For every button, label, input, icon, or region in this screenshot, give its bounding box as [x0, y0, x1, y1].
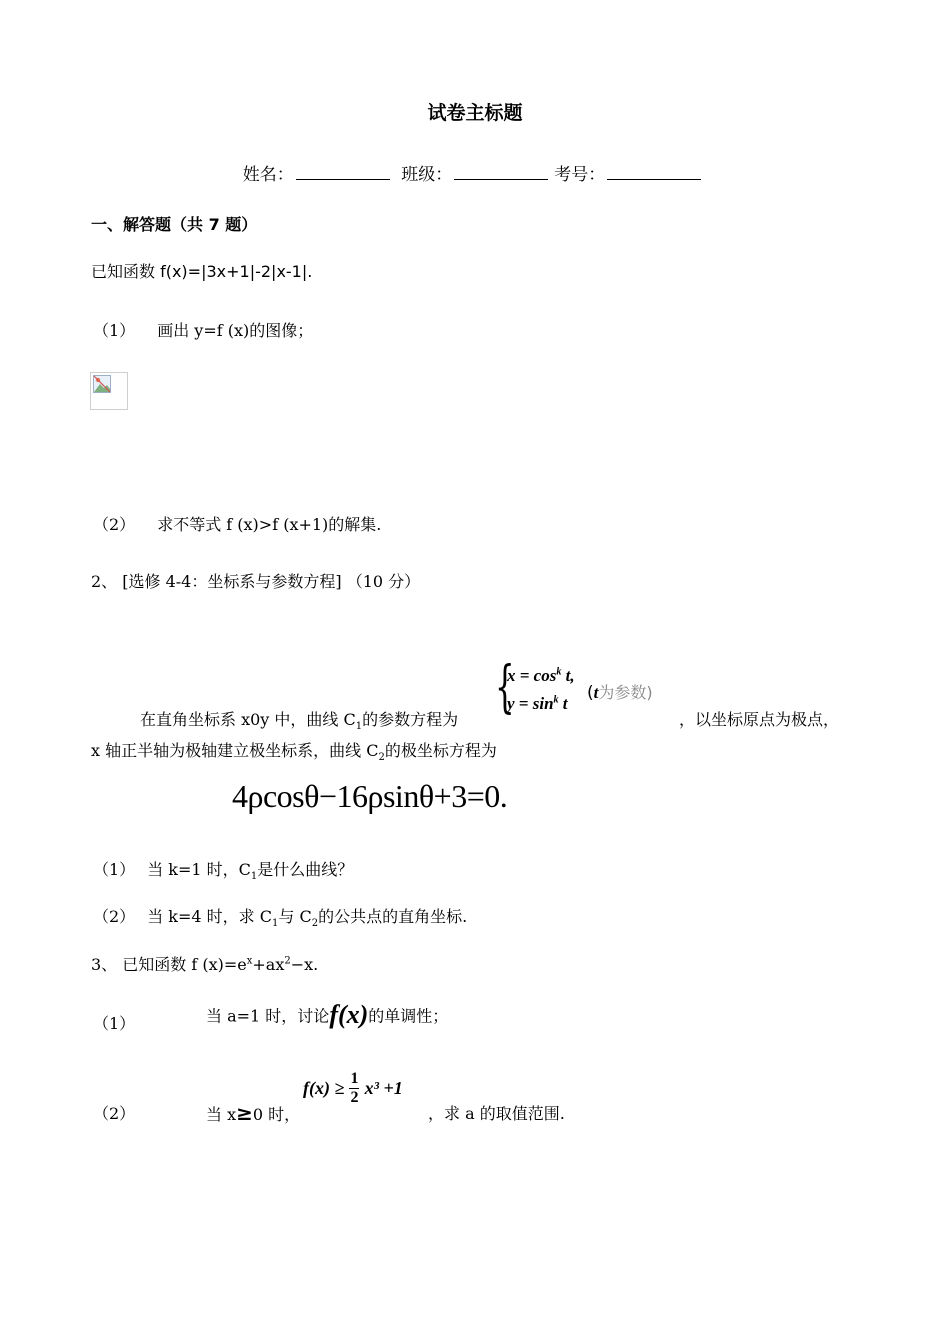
q1-part1-num: （1）	[93, 321, 136, 340]
q1-part1-text: 画出 y=f (x)的图像；	[157, 321, 314, 340]
left-brace: {	[495, 655, 515, 720]
exam-no-label: 考号：	[554, 165, 606, 185]
q2-intro-post: ，以坐标原点为极点，	[679, 710, 840, 729]
name-label: 姓名：	[242, 165, 294, 185]
q3-stem: 3、 已知函数 f $(x)=e^x+ax^2-x$.	[91, 955, 319, 974]
fraction-one-half: $\frac{1}{2}$	[350, 1070, 359, 1106]
q3-part1-num: （1）	[93, 1014, 136, 1033]
q1-part1	[93, 318, 313, 341]
parameter-note: (t为参数)	[587, 683, 653, 703]
q1-part2	[93, 512, 381, 535]
q1-part2-text: 求不等式 f (x)>f (x+1)的解集.	[157, 515, 382, 534]
polar-equation: 4ρcosθ−16ρsinθ+3=0.	[232, 778, 508, 814]
q3-part2-pre: 当 x≥0 时，	[206, 1101, 301, 1125]
parametric-equation-system	[495, 655, 675, 722]
exam-no-blank	[607, 165, 701, 180]
class-label: 班级：	[401, 165, 453, 185]
inequality-expression: f(x) ≥ $\frac{1}{2}$ x³ +1	[303, 1070, 403, 1106]
broken-image-icon	[90, 372, 128, 410]
section-heading: 一、解答题（共 7 题）	[91, 215, 258, 234]
image-placeholder-icon	[93, 375, 111, 393]
q1-stem: 已知函数 f(x)=|3x+1|-2|x-1|.	[91, 262, 313, 281]
q1-part2-num: （2）	[93, 515, 136, 534]
name-blank	[296, 165, 390, 180]
q2-header: 2、 [选修 4-4：坐标系与参数方程] （10 分）	[91, 572, 421, 591]
q3-part1: 当 a=1 时，讨论f(x)的单调性；	[206, 1000, 449, 1029]
q2-part1: （1） 当 k=1 时，$C_1$是什么曲线？	[93, 860, 354, 883]
system-line-y: $y = \sin^k t$	[507, 694, 568, 713]
q3-part2-num: （2）	[93, 1104, 136, 1123]
page-title: 试卷主标题	[427, 102, 523, 124]
q2-intro: 在直角坐标系 x0y 中，曲线 $C_1$的参数方程为	[140, 710, 459, 733]
system-line-x: $x = \cos^k t$,	[507, 666, 575, 685]
q2-part2: （2） 当 k=4 时，求 $C_1$与 $C_2$的公共点的直角坐标.	[93, 907, 468, 930]
q2-line2: x 轴正半轴为极轴建立极坐标系，曲线 $C_2$的极坐标方程为	[91, 741, 497, 764]
fx-expression: f(x)	[329, 1000, 369, 1029]
student-info-line	[0, 160, 950, 185]
class-blank	[454, 165, 548, 180]
q3-part2-post: ，求 a 的取值范围.	[428, 1104, 565, 1123]
